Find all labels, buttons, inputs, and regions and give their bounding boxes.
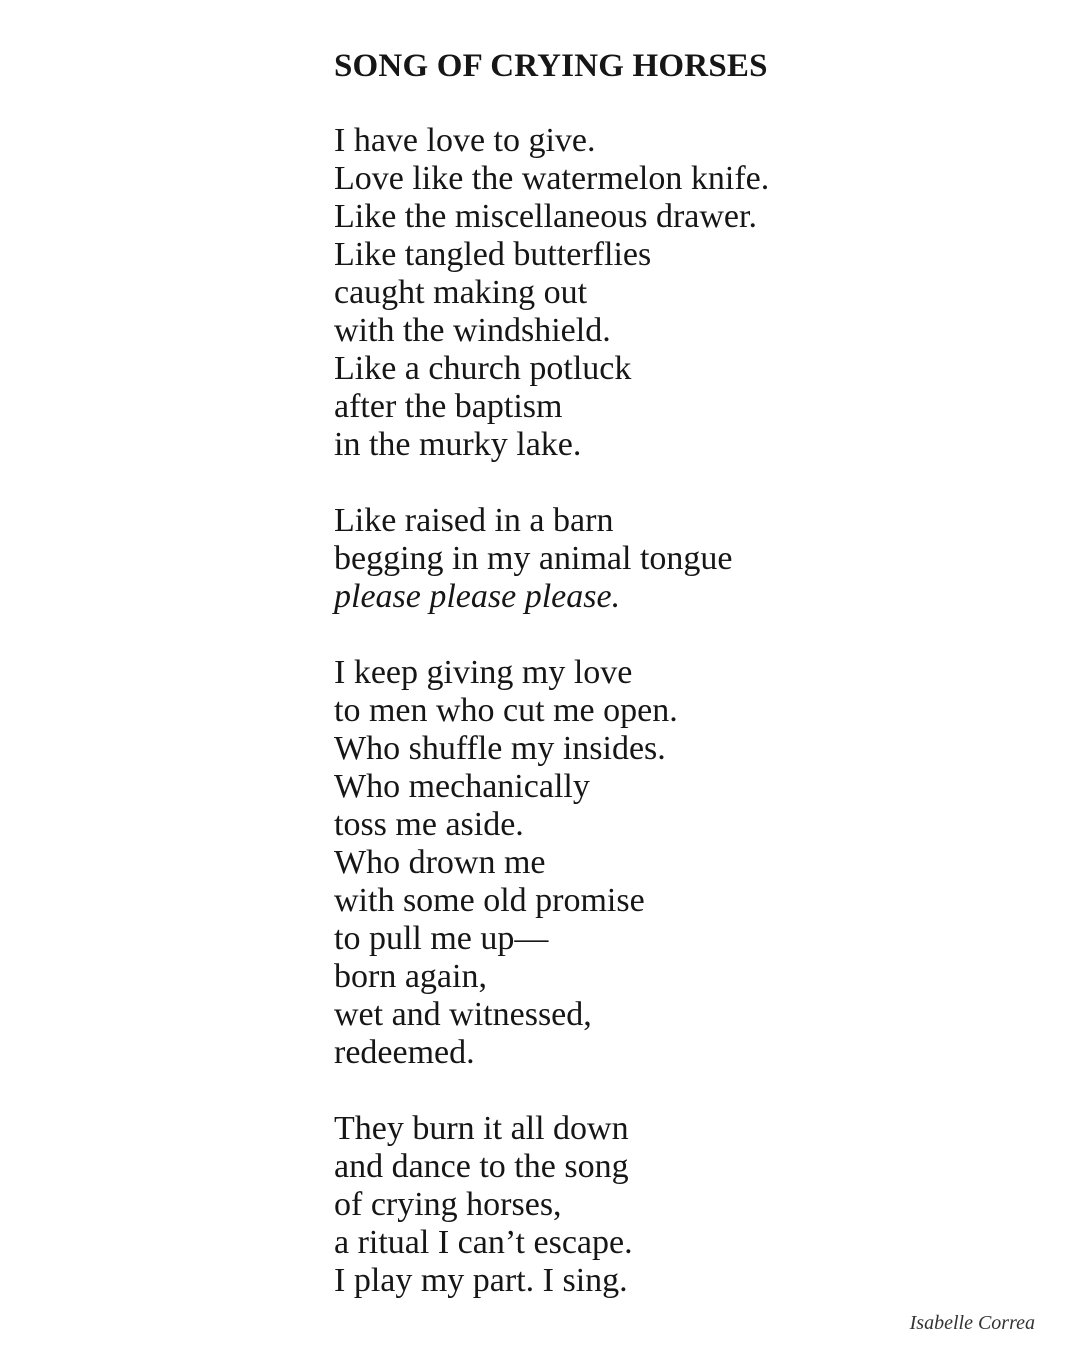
poem-line: Like tangled butterflies [334, 236, 652, 273]
author-signature: Isabelle Correa [909, 1312, 1035, 1334]
poem-line: I have love to give. [334, 122, 596, 159]
poem-line: Like raised in a barn [334, 502, 614, 539]
poem-line: Like the miscellaneous drawer. [334, 198, 757, 235]
poem-line: a ritual I can’t escape. [334, 1224, 633, 1261]
poem-line: with some old promise [334, 882, 645, 919]
poem-line: They burn it all down [334, 1110, 629, 1147]
stanza-4 [334, 1110, 1034, 1300]
stanza-1 [334, 122, 1034, 464]
poem-line: I play my part. I sing. [334, 1262, 628, 1299]
poem-line: to pull me up— [334, 920, 549, 957]
stanza-2 [334, 502, 1034, 616]
poem-line: after the baptism [334, 388, 563, 425]
poem-line: please please please. [334, 578, 621, 615]
poem-line: toss me aside. [334, 806, 524, 843]
poem-line: in the murky lake. [334, 426, 582, 463]
poem-title: SONG OF CRYING HORSES [334, 48, 768, 84]
poem-line: Love like the watermelon knife. [334, 160, 770, 197]
poem-line: I keep giving my love [334, 654, 633, 691]
poem-body [334, 122, 1034, 1300]
poem-line: to men who cut me open. [334, 692, 678, 729]
poem-line: wet and witnessed, [334, 996, 592, 1033]
poem-line: Like a church potluck [334, 350, 632, 387]
poem-line: begging in my animal tongue [334, 540, 733, 577]
poem-line: Who drown me [334, 844, 546, 881]
poem-line: and dance to the song [334, 1148, 629, 1185]
poem [334, 44, 1034, 1338]
poem-line: caught making out [334, 274, 588, 311]
poem-line: redeemed. [334, 1034, 475, 1071]
poem-line: with the windshield. [334, 312, 611, 349]
poem-line: of crying horses, [334, 1186, 562, 1223]
poem-line: Who shuffle my insides. [334, 730, 666, 767]
poem-line: born again, [334, 958, 487, 995]
poem-line: Who mechanically [334, 768, 590, 805]
stanza-3 [334, 654, 1034, 1072]
